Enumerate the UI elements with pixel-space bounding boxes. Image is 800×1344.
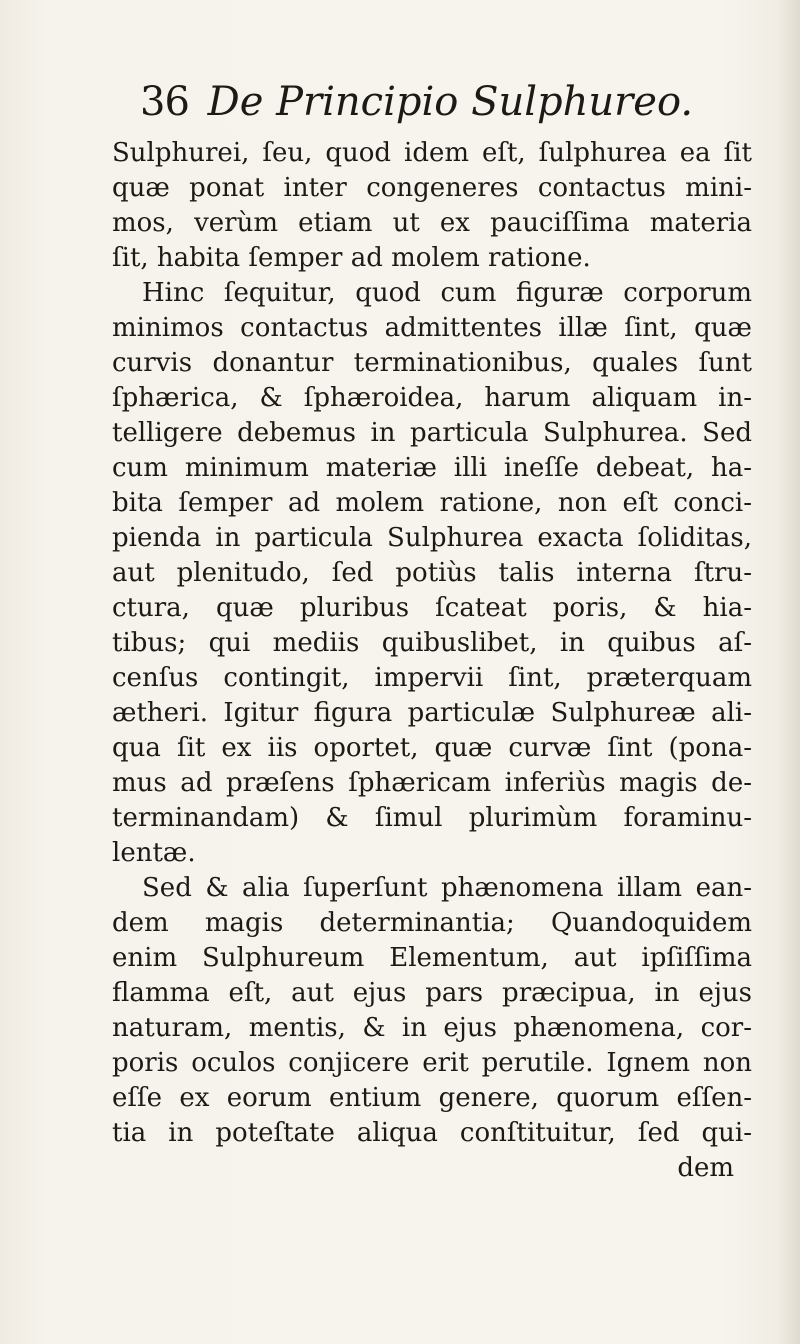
text-line: Sed & alia ſuperſunt phænomena illam ean-: [142, 873, 752, 903]
text-line: naturam, mentis, & in ejus phænomena, cor-: [112, 1013, 752, 1043]
text-line: mus ad præſens ſphæricam inferiùs magis de-: [112, 768, 752, 798]
text-line: terminandam) & ſimul plurimùm foraminu-: [112, 803, 752, 833]
page-header: [140, 72, 700, 132]
text-line: bita ſemper ad molem ratione, non eſt conci-: [112, 488, 752, 518]
text-line: cum minimum materiæ illi ineſſe debeat, ha-: [112, 453, 752, 483]
text-line: telligere debemus in particula Sulphurea. Sed: [112, 418, 752, 448]
text-line: minimos contactus admittentes illæ ſint, quæ: [112, 313, 752, 343]
text-line: Sulphurei, ſeu, quod idem eſt, ſulphurea ea ſit: [112, 138, 752, 168]
text-line: flamma eſt, aut ejus pars præcipua, in ejus: [112, 978, 752, 1008]
page-edge-shadow: [778, 0, 800, 1344]
text-line: pienda in particula Sulphurea exacta ſoliditas,: [112, 523, 752, 553]
text-line: mos, verùm etiam ut ex pauciſſima materia: [112, 208, 752, 238]
text-line: poris oculos conjicere erit perutile. Ignem non: [112, 1048, 752, 1078]
text-line: quæ ponat inter congeneres contactus mini-: [112, 173, 752, 203]
text-line: qua ſit ex iis oportet, quæ curvæ ſint (pona-: [112, 733, 752, 763]
text-line: ætheri. Igitur figura particulæ Sulphureæ ali-: [112, 698, 752, 728]
body-text: [112, 136, 752, 1186]
text-line: tia in poteſtate aliqua conſtituitur, ſed qui-: [112, 1118, 752, 1148]
text-line: ctura, quæ pluribus ſcateat poris, & hia-: [112, 593, 752, 623]
page-number: 36: [140, 79, 189, 125]
running-title: De Principio Sulphureo.: [207, 79, 694, 125]
text-line: aut plenitudo, ſed potiùs talis interna ſtru-: [112, 558, 752, 588]
text-line: Hinc ſequitur, quod cum figuræ corporum: [142, 278, 752, 308]
catchword: dem: [677, 1153, 734, 1183]
text-line: enim Sulphureum Elementum, aut ipſiſſima: [112, 943, 752, 973]
text-line: cenſus contingit, impervii ſint, præterquam: [112, 663, 752, 693]
text-line: lentæ.: [112, 838, 196, 868]
text-line: ſit, habita ſemper ad molem ratione.: [112, 243, 591, 273]
text-line: curvis donantur terminationibus, quales ſunt: [112, 348, 752, 378]
text-line: ſphærica, & ſphæroidea, harum aliquam in-: [112, 383, 752, 413]
text-line: dem magis determinantia; Quandoquidem: [112, 908, 752, 938]
text-line: eſſe ex eorum entium genere, quorum eſſen-: [112, 1083, 752, 1113]
text-line: tibus; qui mediis quibuslibet, in quibus aſ-: [112, 628, 752, 658]
